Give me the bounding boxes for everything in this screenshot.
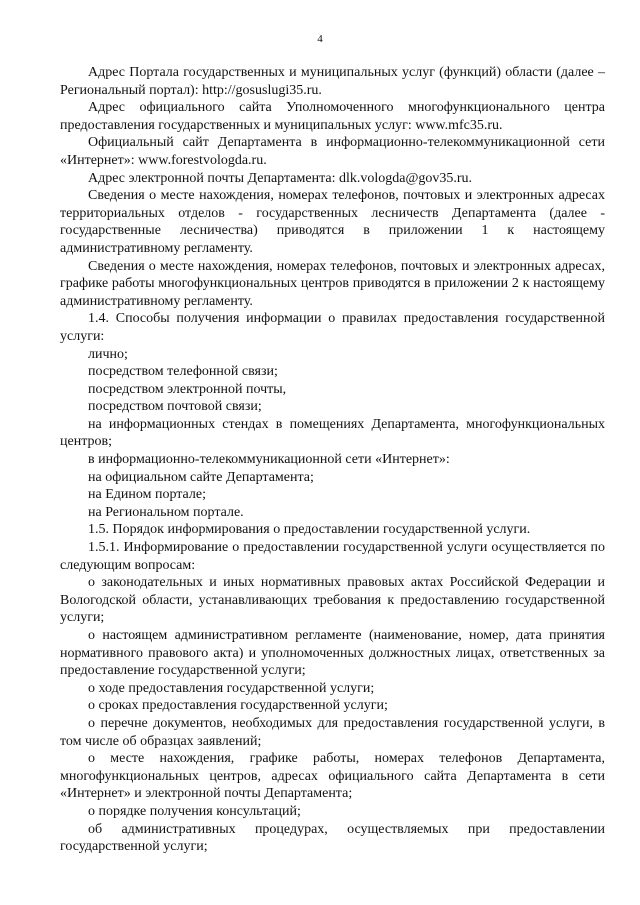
paragraph-info-methods-heading: 1.4. Способы получения информации о правилах предоставления государственной услуги:: [60, 311, 605, 344]
list-item: в информационно-телекоммуникационной сети «Интернет»:: [88, 452, 450, 468]
list-item: о перечне документов, необходимых для предоставления государственной услуги, в том числе об образцах заявлений;: [60, 715, 605, 749]
paragraph-forestry-contacts: Сведения о месте нахождения, номерах телефонов, почтовых и электронных адресах территориальных отделов - государственных лесничеств Департамента (далее - государственные лесничества) приводятся в приложении 1 к настоящему административному регламенту.: [60, 188, 605, 256]
list-item: о месте нахождения, графике работы, номерах телефонов Департамента, многофункциональных центров, адресах официального сайта Департамента в сети «Интернет» и электронной почты Департамента;: [60, 751, 605, 802]
list-item: о законодательных и иных нормативных правовых актах Российской Федерации и Вологодской области, устанавливающих требования к предоставлению государственной услуги;: [60, 575, 605, 626]
page-number: 4: [317, 33, 323, 45]
paragraph-department-site: Официальный сайт Департамента в информационно-телекоммуникационной сети «Интернет»: www.forestvologda.ru.: [60, 135, 605, 168]
list-item: о ходе предоставления государственной услуги;: [88, 680, 375, 696]
list-item: посредством телефонной связи;: [88, 364, 278, 380]
section-heading-1-5: 1.5. Порядок информирования о предоставлении государственной услуги.: [88, 522, 531, 538]
paragraph-mfc-contacts: Сведения о месте нахождения, номерах телефонов, почтовых и электронных адресах, графике работы многофункциональных центров приводятся в приложении 2 к настоящему административному регламенту.: [60, 258, 605, 309]
list-item: посредством почтовой связи;: [88, 399, 262, 415]
paragraph-1-5-1: 1.5.1. Информирование о предоставлении государственной услуги осуществляется по следующим вопросам:: [60, 540, 605, 573]
list-item: на официальном сайте Департамента;: [88, 469, 314, 485]
list-item: на Едином портале;: [88, 487, 206, 503]
list-item: о настоящем административном регламенте (наименование, номер, дата принятия нормативного правового акта) и уполномоченных должностных лицах, ответственных за предоставление государственной услуги;: [60, 628, 605, 679]
list-item: о порядке получения консультаций;: [88, 803, 301, 819]
list-item: посредством электронной почты,: [88, 381, 287, 397]
list-item: на Региональном портале.: [88, 504, 244, 520]
list-item: лично;: [88, 346, 128, 362]
paragraph-mfc-site-address: Адрес официального сайта Уполномоченного многофункционального центра предоставления государственных и муниципальных услуг: www.mfc35.ru.: [60, 100, 605, 133]
body-text: [60, 64, 605, 856]
list-item: на информационных стендах в помещениях Департамента, многофункциональных центров;: [60, 416, 605, 450]
list-item: о сроках предоставления государственной услуги;: [88, 698, 388, 714]
paragraph-regional-portal-address: Адрес Портала государственных и муниципальных услуг (функций) области (далее – Региональный портал): http://gosuslugi35.ru.: [60, 65, 605, 98]
paragraph-department-email: Адрес электронной почты Департамента: dlk.vologda@gov35.ru.: [88, 170, 473, 186]
list-item: об административных процедурах, осуществляемых при предоставлении государственной услуги;: [60, 821, 605, 855]
